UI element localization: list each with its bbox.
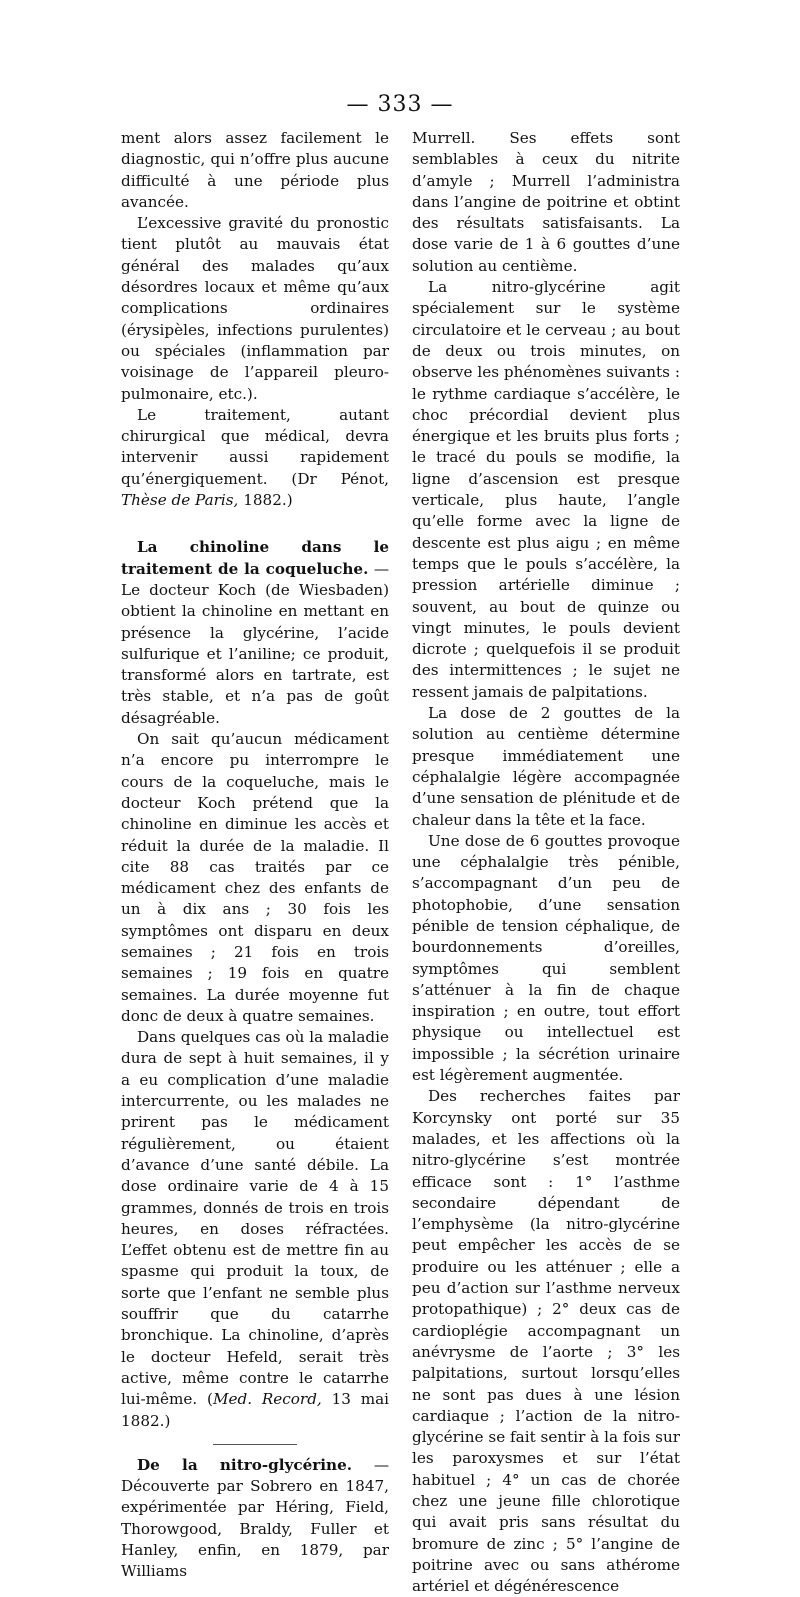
paragraph: Des recherches faites par Korcynsky ont porté sur 35 malades, et les affections où la nitro-glycérine s’est montrée efficace sont : 1° l’asthme secondaire dépendant de l’emphysème (la nitro-glycérine peut empêcher les accès de se produire ou les atténuer ; elle a peu d’action sur l’asthme nerveux protopathique) ; 2° deux cas de cardioplégie accompagnant un anévrysme de l’aorte ; 3° les palpitations, surtout lorsqu’elles ne sont pas dues à une lésion cardiaque ; l’action de la nitro-glycérine se fait sentir à la fois sur les paroxysmes et sur l’état habituel ; 4° un cas de chorée chez une jeune fille chlorotique qui avait pris sans résultat du bromure de zinc ; 5° l’angine de poitrine avec ou sans athérome artériel et dégénérescence <box>412 1087 680 1596</box>
paragraph <box>121 1027 389 1432</box>
citation-date: 13 mai 1882.) <box>121 1390 390 1430</box>
section-heading: De la nitro-glycérine. <box>137 1455 353 1474</box>
paragraph: On sait qu’aucun médicament n’a encore pu interrompre le cours de la coqueluche, mais le docteur Koch prétend que la chinoline en diminue les accès et réduit la durée de la maladie. Il cite 88 cas traités par ce médicament chez des enfants de un à dix ans ; 30 fois les symptômes ont disparu en deux semaines ; 21 fois en trois semaines ; 19 fois en quatre semaines. La durée moyenne fut donc de deux à quatre semaines. <box>121 730 389 1025</box>
right-column <box>412 128 680 1597</box>
paragraph-text: Dans quelques cas où la maladie dura de sept à huit semaines, il y a eu complication d’une maladie intercurrente, ou les malades ne prirent pas le médicament régulièrement, ou étaient d’avance d’une santé débile. La dose ordinaire varie de 4 à 15 grammes, donnés de trois en trois heures, en doses réfractées. L’effet obtenu est de mettre fin au spasme qui produit la toux, de sorte que l’enfant ne semble plus souffrir que du catarrhe bronchique. La chinoline, d’après le docteur Hefeld, serait très active, même contre le catarrhe lui-même. ( <box>121 1028 389 1409</box>
citation: Med. Record, <box>212 1390 322 1409</box>
paragraph: Une dose de 6 gouttes provoque une céphalalgie très pénible, s’accompagnant d’un peu de photophobie, d’une sensation pénible de tension céphalique, de bourdonnements d’oreilles, symptômes qui semblent s’atténuer à la fin de chaque inspiration ; en outre, tout effort physique ou intellectuel est impossible ; la sécrétion urinaire est légèrement augmentée. <box>412 831 680 1085</box>
paragraph <box>121 405 389 511</box>
section-nitroglycerine <box>121 1455 389 1583</box>
citation: Thèse de Paris, <box>121 491 239 510</box>
paragraph-text: — Le docteur Koch (de Wiesbaden) obtient la chinoline en mettant en présence la glycérine, l’acide sulfurique et l’aniline; ce produit, transformé alors en tartrate, est très stable, et n’a pas de goût désagréable. <box>121 559 389 727</box>
paragraph: ment alors assez facilement le diagnostic, qui n’offre plus aucune difficulté à une période plus avancée. <box>121 129 389 211</box>
section-divider <box>213 1444 297 1445</box>
section-heading: La chinoline dans le traitement de la coqueluche. <box>121 538 389 578</box>
paragraph: Murrell. Ses effets sont semblables à ceux du nitrite d’amyle ; Murrell l’administra dans l’angine de poitrine et obtint des résultats satisfaisants. La dose varie de 1 à 6 gouttes d’une solution au centième. <box>412 129 680 275</box>
paragraph: L’excessive gravité du pronostic tient plutôt au mauvais état général des malades qu’aux désordres locaux et même qu’aux complications ordinaires (érysipèles, infections purulentes) ou spéciales (inflammation par voisinage de l’appareil pleuro-pulmonaire, etc.). <box>121 214 389 403</box>
paragraph-text: — Découverte par Sobrero en 1847, expérimentée par Héring, Field, Thorowgood, Braldy, Fuller et Hanley, enfin, en 1879, par Williams <box>121 1455 389 1581</box>
paragraph: La nitro-glycérine agit spécialement sur le système circulatoire et le cerveau ; au bout de deux ou trois minutes, on observe les phénomènes suivants : le rythme cardiaque s’accélère, le choc précordial devient plus énergique et les bruits plus forts ; le tracé du pouls se modifie, la ligne d’ascension est presque verticale, plus haute, l’angle qu’elle forme avec la ligne de descente est plus aigu ; en même temps que le pouls s’accélère, la pression artérielle diminue ; souvent, au bout de quinze ou vingt minutes, le pouls devient dicrote ; quelquefois il se produit des intermittences ; le sujet ne ressent jamais de palpitations. <box>412 278 680 701</box>
section-chinoline <box>121 537 389 729</box>
citation-year: 1882.) <box>243 491 293 510</box>
paragraph: La dose de 2 gouttes de la solution au centième détermine presque immédiatement une céphalalgie légère accompagnée d’une sensation de plénitude et de chaleur dans la tête et la face. <box>412 704 680 829</box>
page-number: — 333 — <box>346 92 454 117</box>
left-column <box>121 128 389 1583</box>
paragraph-text: Le traitement, autant chirurgical que médical, devra intervenir aussi rapidement qu’énergiquement. (Dr Pénot, <box>121 405 389 488</box>
